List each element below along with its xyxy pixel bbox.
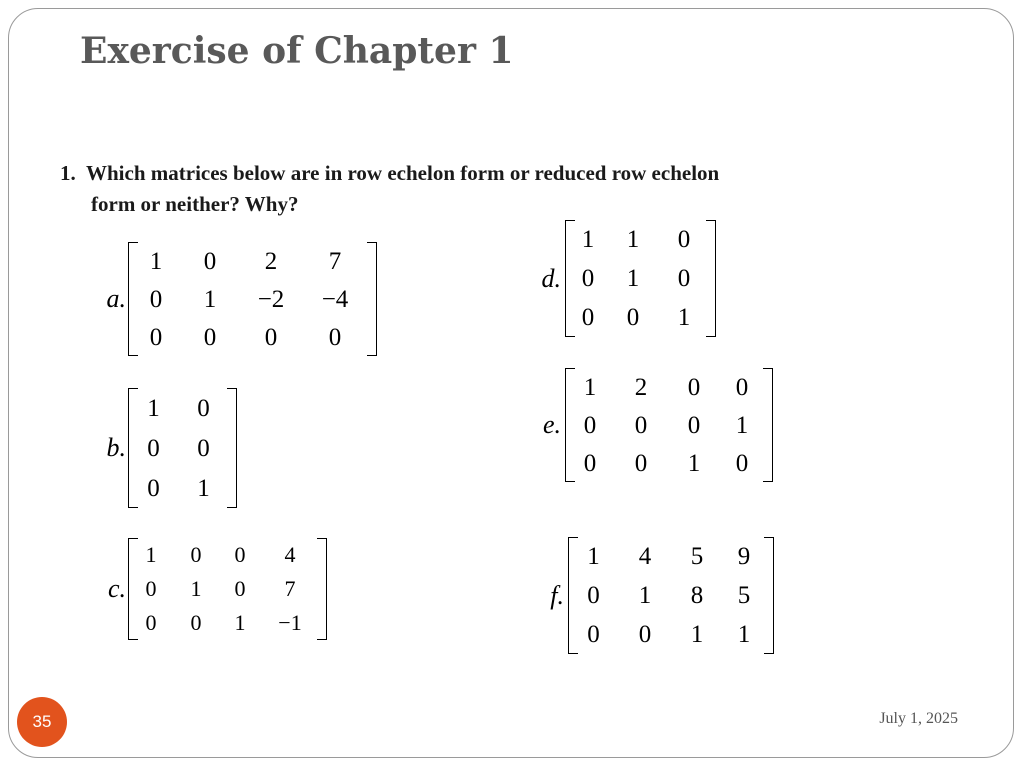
- matrix-cell: 1: [677, 304, 691, 331]
- matrix-cell: 0: [581, 304, 595, 331]
- matrix-body: [568, 537, 774, 654]
- matrix-cell: 1: [190, 576, 202, 601]
- matrix-cell: 0: [149, 285, 163, 313]
- matrix-cell: 0: [634, 411, 648, 439]
- matrix-cell: 1: [145, 542, 157, 567]
- matrix-cell: −1: [278, 610, 302, 635]
- matrix-cell: 0: [147, 474, 160, 502]
- matrix-cell: 1: [626, 226, 640, 253]
- matrix-b: [106, 388, 237, 508]
- matrix-label: e.: [542, 410, 561, 439]
- matrix-body: [128, 538, 327, 640]
- question-line-1-text: Which matrices below are in row echelon form or reduced row echelon: [86, 161, 720, 185]
- matrix-cell: 0: [234, 542, 246, 567]
- matrix-cell: 0: [264, 323, 278, 351]
- matrix-cell: 0: [587, 582, 600, 609]
- matrix-label: d.: [541, 263, 561, 293]
- matrix-cell: 2: [634, 373, 648, 401]
- matrix-cell: 1: [735, 411, 749, 439]
- matrix-c: [107, 538, 327, 640]
- matrix-body: [128, 388, 237, 508]
- matrix-cell: 0: [677, 265, 691, 292]
- matrix-cell: 0: [626, 304, 640, 331]
- matrix-body: [565, 368, 773, 482]
- matrix-cell: 0: [145, 610, 157, 635]
- matrix-cell: 1: [234, 610, 246, 635]
- matrix-cell: 0: [197, 434, 210, 462]
- matrix-body: [128, 242, 377, 356]
- slide-date: July 1, 2025: [879, 710, 958, 727]
- matrix-label: b.: [106, 433, 126, 462]
- matrix-cell: 1: [737, 621, 751, 648]
- matrix-cell: 1: [203, 285, 217, 313]
- matrix-body: [565, 220, 716, 337]
- matrix-cell: 7: [284, 576, 296, 601]
- matrix-a: [106, 242, 377, 356]
- matrix-cell: 0: [677, 226, 691, 253]
- matrix-d: [541, 220, 716, 337]
- question-number: 1.: [60, 161, 76, 185]
- matrix-cell: 4: [638, 543, 652, 570]
- matrix-cell: 0: [687, 411, 701, 439]
- matrix-cell: 0: [735, 373, 749, 401]
- matrix-cell: 5: [690, 543, 704, 570]
- matrix-cell: 0: [581, 265, 595, 292]
- matrix-cell: 0: [587, 621, 600, 648]
- matrix-cell: 2: [264, 247, 278, 275]
- slide-title: Exercise of Chapter 1: [80, 30, 514, 72]
- matrix-cell: 0: [583, 449, 597, 477]
- question-text: [60, 158, 880, 220]
- matrix-cell: −4: [321, 285, 349, 313]
- matrix-cell: 1: [197, 474, 210, 502]
- matrix-cell: 1: [587, 543, 600, 570]
- matrix-cell: 4: [284, 542, 296, 567]
- matrix-label: f.: [550, 580, 564, 610]
- matrix-cell: 7: [328, 247, 342, 275]
- matrix-cell: 1: [638, 582, 652, 609]
- matrix-cell: 9: [737, 543, 751, 570]
- matrix-e: [542, 368, 773, 482]
- matrix-cell: 0: [583, 411, 597, 439]
- matrix-cell: 0: [203, 247, 217, 275]
- matrix-cell: 0: [687, 373, 701, 401]
- matrix-cell: 1: [690, 621, 704, 648]
- matrix-cell: 8: [690, 582, 704, 609]
- matrix-cell: 0: [190, 542, 202, 567]
- matrix-cell: 0: [197, 394, 210, 422]
- matrix-cell: 0: [638, 621, 652, 648]
- matrix-cell: −2: [257, 285, 285, 313]
- matrix-cell: 0: [234, 576, 246, 601]
- matrix-cell: 0: [145, 576, 157, 601]
- matrix-cell: 0: [328, 323, 342, 351]
- slide-frame: [8, 8, 1014, 758]
- matrix-cell: 1: [583, 373, 597, 401]
- matrix-cell: 0: [190, 610, 202, 635]
- matrix-cell: 0: [634, 449, 648, 477]
- matrix-cell: 0: [147, 434, 160, 462]
- matrix-cell: 0: [203, 323, 217, 351]
- matrix-cell: 1: [149, 247, 163, 275]
- matrix-label: c.: [107, 574, 126, 603]
- matrix-label: a.: [106, 284, 126, 313]
- matrix-cell: 1: [687, 449, 701, 477]
- matrix-cell: 1: [147, 394, 160, 422]
- question-line-1: [60, 158, 880, 189]
- matrix-cell: 0: [735, 449, 749, 477]
- matrix-f: [550, 537, 774, 654]
- page-number-badge: 35: [17, 697, 67, 747]
- matrix-cell: 1: [581, 226, 595, 253]
- matrix-cell: 0: [149, 323, 163, 351]
- question-line-2: form or neither? Why?: [91, 192, 299, 216]
- matrix-cell: 5: [737, 582, 751, 609]
- matrix-cell: 1: [626, 265, 640, 292]
